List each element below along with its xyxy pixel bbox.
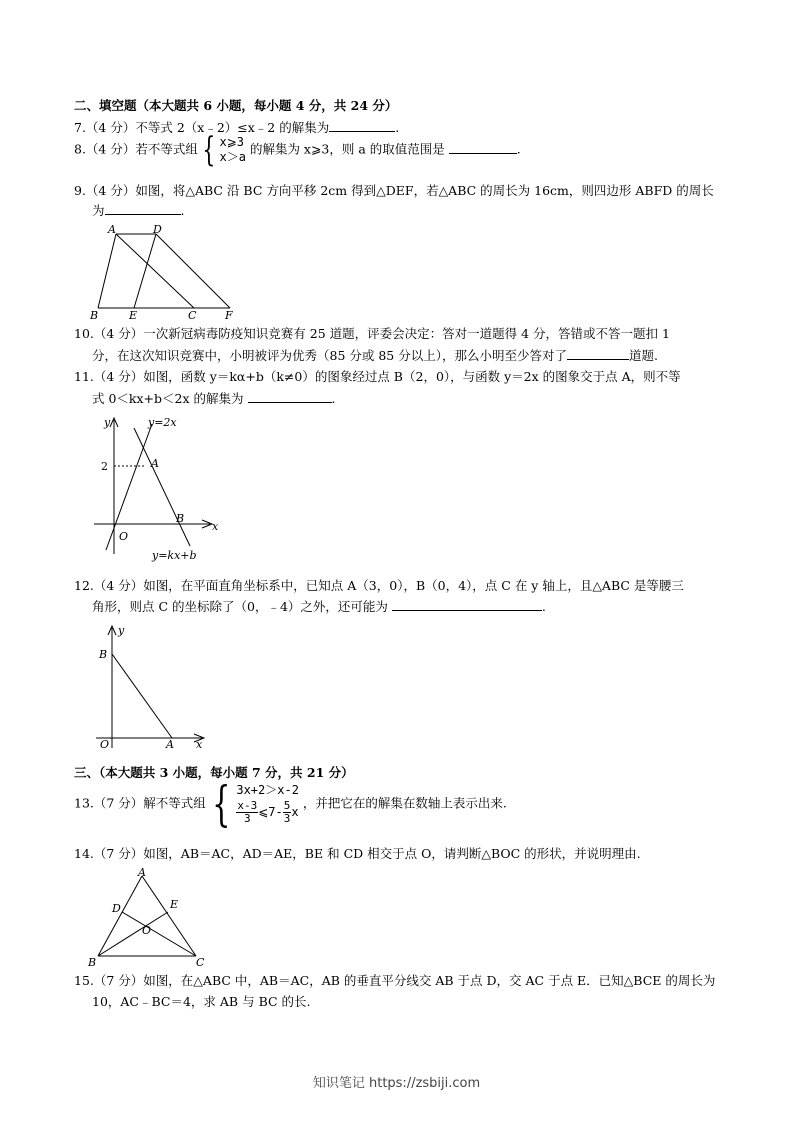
question-11-text: 式 0＜kx+b＜2x 的解集为 <box>92 391 244 406</box>
system-row-1: 3x+2＞x-2 <box>236 783 299 797</box>
question-7 <box>74 119 399 136</box>
question-10-end: 道题. <box>628 348 658 363</box>
question-11-line-1: 11.（4 分）如图，函数 y＝kα+b（k≠0）的图象经过点 B（2，0），与函数 y＝2x 的图象交于点 A，则不等 <box>74 369 681 384</box>
numerator: x-3 <box>237 799 258 812</box>
line-label: y=kx+b <box>152 549 197 562</box>
inequality-system <box>236 783 299 825</box>
point-label: B <box>90 309 99 322</box>
tick-label: 2 <box>101 460 108 473</box>
denominator: 3 <box>283 812 291 825</box>
question-10-text: 分，在这次知识竞赛中，小明被评为优秀（85 分或 85 分以上），那么小明至少答对了 <box>92 348 567 363</box>
figure-translated-triangles <box>86 222 246 322</box>
origin-label: O <box>119 530 129 543</box>
point-label: D <box>153 223 162 236</box>
question-10-line-2 <box>92 347 658 364</box>
question-7-text: 7.（4 分）不等式 2（x﹣2）≤x﹣2 的解集为 <box>74 120 330 135</box>
figure-linear-functions <box>90 412 230 564</box>
point-label: C <box>196 956 205 969</box>
variable: x <box>291 805 299 819</box>
point-label: E <box>129 309 138 322</box>
question-13 <box>74 776 507 832</box>
question-15-line-2: 10，AC﹣BC＝4，求 AB 与 BC 的长. <box>92 994 311 1009</box>
question-11-line-2 <box>92 390 335 407</box>
question-15-line-1: 15.（7 分）如图，在△ABC 中，AB＝AC，AB 的垂直平分线交 AB 于点 D，交 AC 于点 E．已知△BCE 的周长为 <box>74 973 716 988</box>
period: . <box>516 141 521 157</box>
question-12-text: 角形，则点 C 的坐标除了（0，﹣4）之外，还可能为 <box>92 599 388 614</box>
point-label: F <box>225 309 233 322</box>
question-8-prefix: 8.（4 分）若不等式组 <box>74 141 198 157</box>
period: . <box>331 391 336 406</box>
answer-blank[interactable] <box>567 347 629 360</box>
question-10-line-1: 10.（4 分）一次新冠病毒防疫知识竞赛有 25 道题，评委会决定：答对一道题得 4 分，答错或不答一题扣 1 <box>74 326 670 341</box>
answer-blank[interactable] <box>105 202 181 215</box>
axis-label-x: x <box>196 738 203 751</box>
axis-label-y: y <box>104 416 111 429</box>
numerator: 5 <box>283 799 291 812</box>
point-label: B <box>88 956 97 969</box>
period: . <box>541 599 546 614</box>
question-13-prefix: 13.（7 分）解不等式组 <box>74 795 206 811</box>
axis-label-x: x <box>212 520 219 533</box>
question-8 <box>74 130 521 170</box>
point-label: E <box>170 898 179 911</box>
point-label: A <box>138 866 146 879</box>
question-12-line-1: 12.（4 分）如图，在平面直角坐标系中，已知点 A（3，0），B（0，4），点 C 在 y 轴上，且△ABC 是等腰三 <box>74 578 684 593</box>
point-label: C <box>188 309 197 322</box>
period: . <box>395 120 400 135</box>
system-row-2 <box>236 800 299 825</box>
origin-label: O <box>100 738 110 751</box>
period: . <box>180 203 185 218</box>
answer-blank[interactable] <box>392 598 542 611</box>
inequality-system <box>220 135 246 165</box>
question-9-line-1: 9.（4 分）如图，将△ABC 沿 BC 方向平移 2cm 得到△DEF，若△ABC 的周长为 16cm，则四边形 ABFD 的周长 <box>74 183 714 198</box>
question-8-suffix: 的解集为 x⩾3，则 a 的取值范围是 <box>249 141 445 157</box>
figure-isosceles-triangle <box>86 866 216 970</box>
system-brace: { <box>211 776 231 832</box>
denominator: 3 <box>243 812 251 825</box>
question-9-line-2 <box>92 202 185 219</box>
system-row-2: x＞a <box>219 150 246 164</box>
question-12-line-2 <box>92 598 546 615</box>
figure-coordinate-triangle <box>90 620 220 754</box>
point-label: O <box>142 924 152 937</box>
answer-blank[interactable] <box>449 141 517 154</box>
question-9-text: 为 <box>92 203 105 218</box>
point-label: D <box>112 902 121 915</box>
answer-blank[interactable] <box>248 390 332 403</box>
answer-blank[interactable] <box>329 119 395 132</box>
system-row-1: x⩾3 <box>219 135 245 149</box>
section-heading-solve: 三、（本大题共 3 小题，每小题 7 分，共 21 分） <box>74 765 354 780</box>
footer-watermark: 知识笔记 https://zsbiji.com <box>312 1076 481 1091</box>
system-brace: { <box>202 130 216 170</box>
line-label: y=2x <box>148 416 177 429</box>
point-label: B <box>176 512 185 525</box>
question-13-suffix: ，并把它在的解集在数轴上表示出来. <box>302 795 507 811</box>
inequality-middle: ⩽7- <box>258 805 283 819</box>
question-14: 14.（7 分）如图，AB＝AC，AD＝AE，BE 和 CD 相交于点 O，请判断△BOC 的形状，并说明理由. <box>74 846 641 861</box>
point-label: A <box>151 457 159 470</box>
point-label: B <box>99 648 108 661</box>
axis-label-y: y <box>118 624 125 637</box>
fraction <box>236 800 258 825</box>
point-label: A <box>108 223 116 236</box>
section-heading-fill-blank: 二、填空题（本大题共 6 小题，每小题 4 分，共 24 分） <box>74 98 398 113</box>
point-label: A <box>166 738 174 751</box>
